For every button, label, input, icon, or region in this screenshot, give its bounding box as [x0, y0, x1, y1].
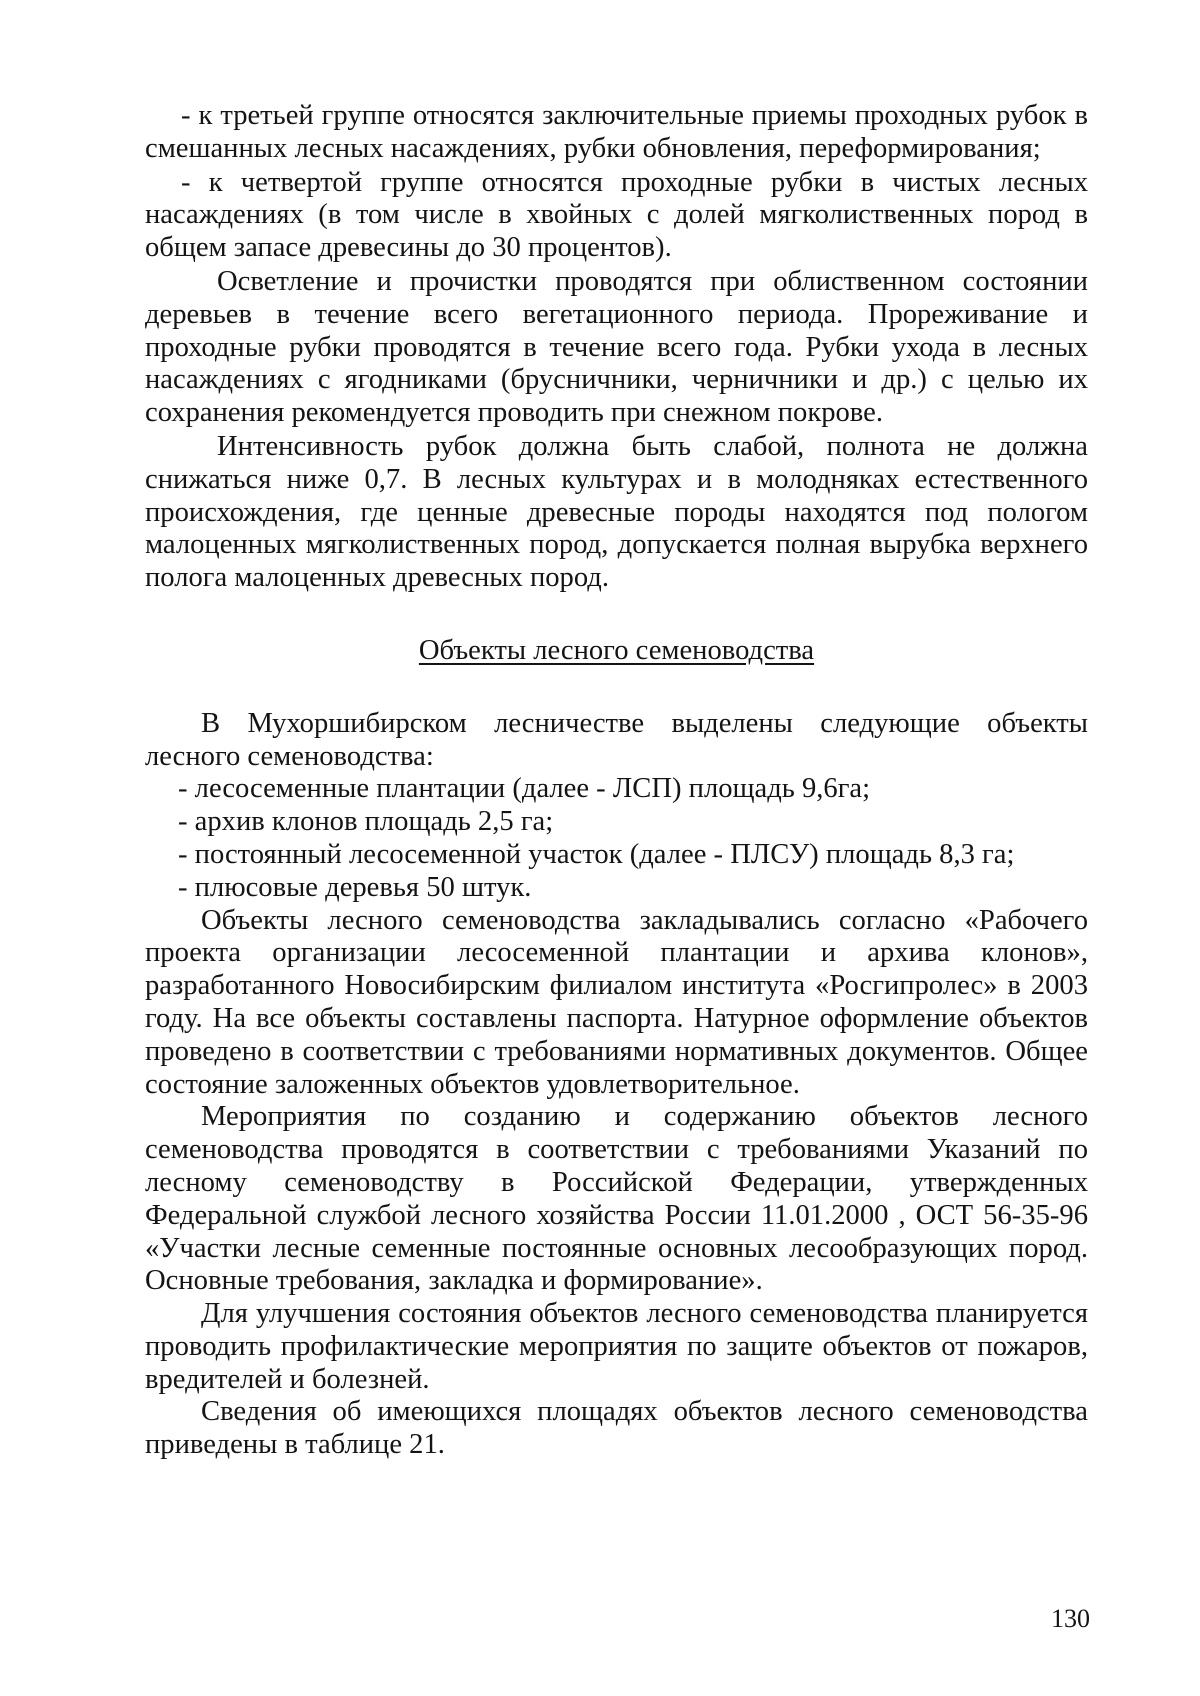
list-item: - плюсовые деревья 50 штук. [178, 871, 532, 903]
list-item: - архив клонов площадь 2,5 га; [178, 806, 554, 838]
paragraph-table-reference: Сведения об имеющихся площадях объектов лесного семеноводства приведены в таблице 21. [145, 1396, 1088, 1461]
list-item: - постоянный лесосеменной участок (далее - ПЛСУ) площадь 8,3 га; [178, 838, 1015, 870]
document-page [145, 100, 1088, 1462]
paragraph-intensity: Интенсивность рубок должна быть слабой, полнота не должна снижаться ниже 0,7. В лесных культурах и в молодняках естественного происхождения, где ценные древесные породы находятся под пологом малоценных мягколиственных пород, допускается полная вырубка верхнего полога малоценных древесных пород. [145, 430, 1088, 594]
paragraph-project: Объекты лесного семеноводства закладывались согласно «Рабочего проекта организации лесосеменной плантации и архива клонов», разработанного Новосибирским филиалом института «Росгипролес» в 2003 году. На все объекты составлены паспорта. Натурное оформление объектов проведено в соответствии с требованиями нормативных документов. Общее состояние заложенных объектов удовлетворительное. [145, 904, 1088, 1100]
section-heading: Объекты лесного семеноводства [418, 634, 815, 666]
paragraph-prevention: Для улучшения состояния объектов лесного семеноводства планируется проводить профилактические мероприятия по защите объектов от пожаров, вредителей и болезней. [145, 1298, 1088, 1395]
paragraph-measures: Мероприятия по созданию и содержанию объектов лесного семеноводства проводятся в соответствии с требованиями Указаний по лесному семеноводству в Российской Федерации, утвержденных Федеральной службой лесного хозяйства России 11.01.2000 , ОСТ 56-35-96 «Участки лесные семенные постоянные основных лесообразующих пород. Основные требования, закладка и формирование». [145, 1101, 1088, 1297]
paragraph-clearing-timing: Осветление и прочистки проводятся при облиственном состоянии деревьев в течение всего вегетационного периода. Прореживание и проходные рубки проводятся в течение всего года. Рубки ухода в лесных насаждениях с ягодниками (брусничники, черничники и др.) с целью их сохранения рекомендуется проводить при снежном покрове. [145, 265, 1088, 429]
paragraph-fourth-group: - к четвертой группе относятся проходные рубки в чистых лесных насаждениях (в том числе в хвойных с долей мягколиственных пород в общем запасе древесины до 30 процентов). [145, 166, 1088, 264]
paragraph-third-group: - к третьей группе относятся заключительные приемы проходных рубок в смешанных лесных насаждениях, рубки обновления, переформирования; [145, 100, 1088, 164]
page-number: 130 [1051, 1604, 1090, 1633]
list-item: - лесосеменные плантации (далее - ЛСП) площадь 9,6га; [178, 773, 871, 805]
paragraph-intro: В Мухоршибирском лесничестве выделены следующие объекты лесного семеноводства: [145, 707, 1088, 772]
